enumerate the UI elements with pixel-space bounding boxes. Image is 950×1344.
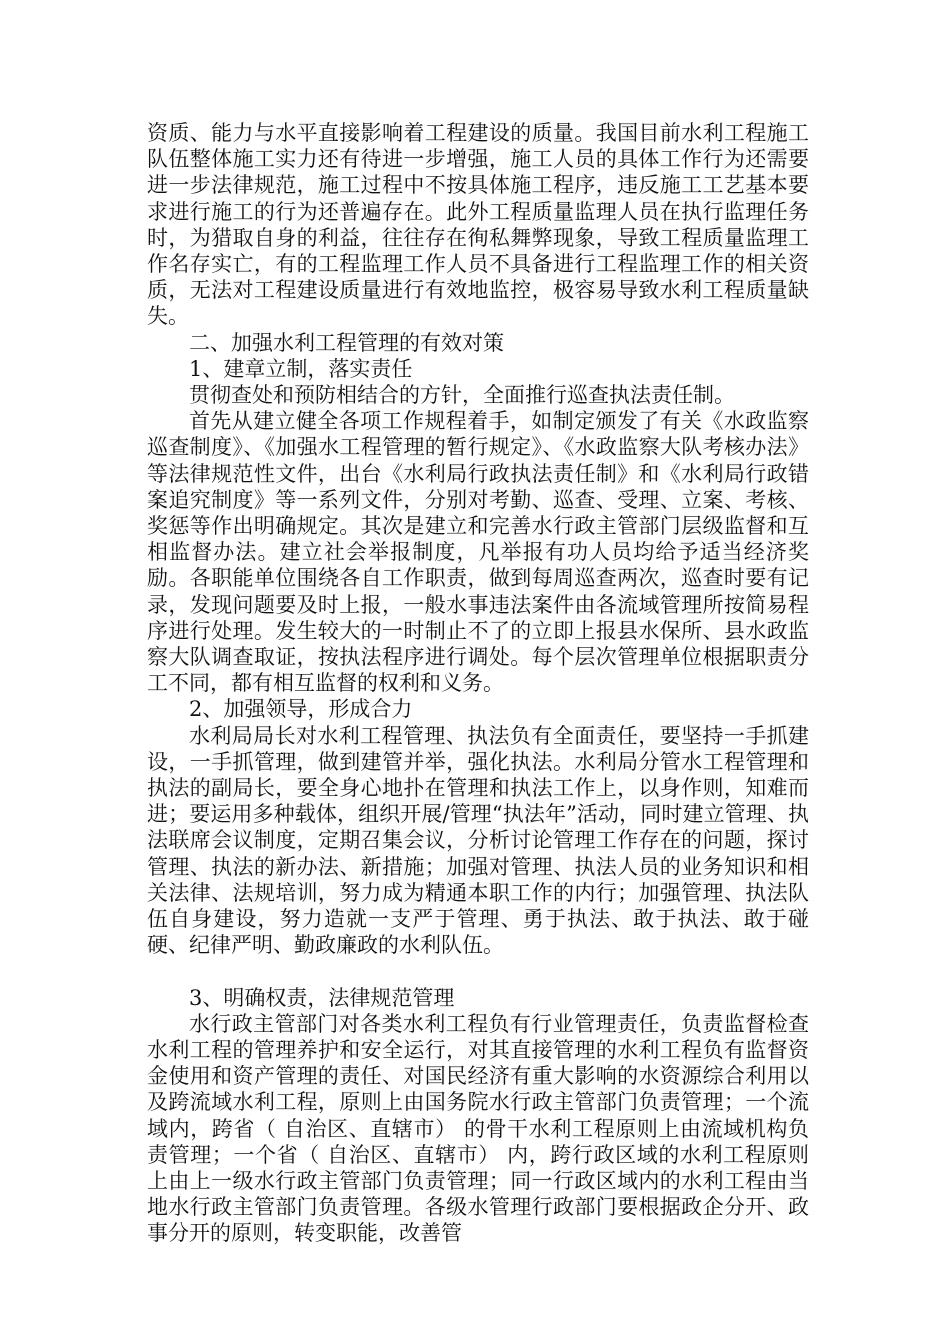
subsection-heading-3: 3、明确权责，法律规范管理 [189, 985, 455, 1010]
section-heading: 二、加强水利工程管理的有效对策 [189, 330, 504, 355]
body-paragraph: 水利局局长对水利工程管理、执法负有全面责任，要坚持一手抓建设，一手抓管理，做到建管并举，强化执法。水利局分管水工程管理和执法的副局长，要全身心地扑在管理和执法工作上，以身作则，知难而进；要运用多种载体，组织开展/管理“执法年”活动，同时建立管理、执法联席会议制度，定期召集会议，分析讨论管理工作存在的问题，探讨管理、执法的新办法、新措施；加强对管理、执法人员的业务知识和相关法律、法规培训，努力成为精通本职工作的内行；加强管理、执法队伍自身建设，努力造就一支严于管理、勇于执法、敢于执法、敢于碰硬、纪律严明、勤政廉政的水利队伍。 [147, 723, 809, 958]
body-paragraph: 贯彻查处和预防相结合的方针，全面推行巡查执法责任制。 [189, 383, 735, 408]
body-paragraph: 水行政主管部门对各类水利工程负有行业管理责任，负责监督检查水利工程的管理养护和安全运行，对其直接管理的水利工程负有监督资金使用和资产管理的责任、对国民经济有重大影响的水资源综合利用以及跨流域水利工程，原则上由国务院水行政主管部门负责管理；一个流域内，跨省（ 自治区、直辖市） 的骨干水利工程原则上由流域机构负责管理；一个省（ 自治区、直辖市） 内，跨行政区域的水利工程原则上由上一级水行政主管部门负责管理；同一行政区域内的水利工程由当地水行政主管部门负责管理。各级水管理行政部门要根据政企分开、政事分开的原则，转变职能，改善管 [147, 1011, 809, 1246]
subsection-heading-1: 1、建章立制，落实责任 [189, 356, 413, 381]
subsection-heading-2: 2、加强领导，形成合力 [189, 697, 413, 722]
document-page [147, 120, 809, 1247]
body-paragraph-continuation: 资质、能力与水平直接影响着工程建设的质量。我国目前水利工程施工队伍整体施工实力还有待进一步增强，施工人员的具体工作行为还需要进一步法律规范，施工过程中不按具体施工程序，违反施工工艺基本要求进行施工的行为还普遍存在。此外工程质量监理人员在执行监理任务时，为猎取自身的利益，往往存在徇私舞弊现象，导致工程质量监理工作名存实亡，有的工程监理工作人员不具备进行工程监理工作的相关资质，无法对工程建设质量进行有效地监控，极容易导致水利工程质量缺失。 [147, 121, 809, 329]
body-paragraph: 首先从建立健全各项工作规程着手，如制定颁发了有关《水政监察巡查制度》、《加强水工程管理的暂行规定》、《水政监察大队考核办法》等法律规范性文件，出台《水利局行政执法责任制》和《水利局行政错案追究制度》等一系列文件，分别对考勤、巡查、受理、立案、考核、奖惩等作出明确规定。其次是建立和完善水行政主管部门层级监督和互相监督办法。建立社会举报制度，凡举报有功人员均给予适当经济奖励。各职能单位围绕各自工作职责，做到每周巡查两次，巡查时要有记录，发现问题要及时上报，一般水事违法案件由各流域管理所按简易程序进行处理。发生较大的一时制止不了的立即上报县水保所、县水政监察大队调查取证，按执法程序进行调处。每个层次管理单位根据职责分工不同，都有相互监督的权利和义务。 [147, 409, 809, 696]
